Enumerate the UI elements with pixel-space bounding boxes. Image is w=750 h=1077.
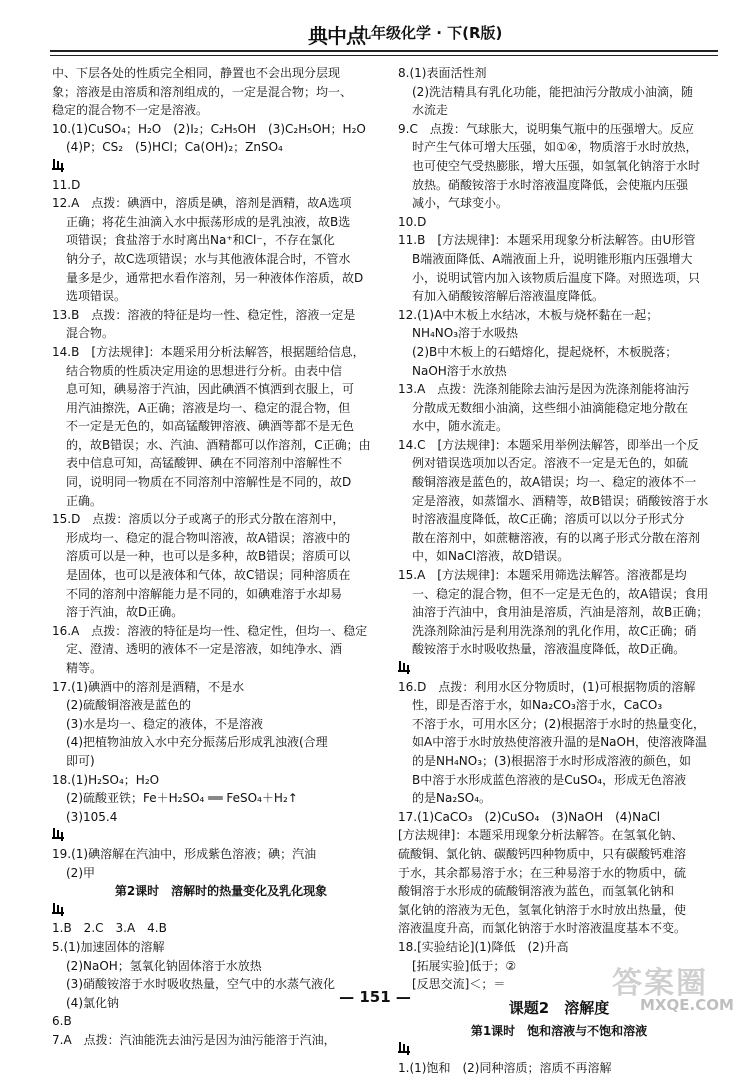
answer-line: 10.D [398,214,427,229]
answer-line: 16.D 点拨：利用水区分物质时，(1)可根据物质的溶解 [398,679,696,694]
answer-line: 散在溶剂中，如蔗糖溶液，有的以离子形式分散在溶剂 [412,530,701,545]
answer-line: 14.B [方法规律]：本题采用分析法解答，根据题给信息， [52,344,365,359]
answer-line: 项错误；食盐溶于水时离出Na⁺和Cl⁻，不存在氯化 [66,233,335,248]
answer-line: 的是NH₄NO₃；(3)根据溶于水时形成溶液的颜色，如 [412,753,692,768]
answer-line: B端液面降低、A端液面上升，说明锥形瓶内压强增大 [412,251,693,266]
answer-line: 6.B [52,1014,72,1029]
answer-line: 水中，随水流走。 [412,419,509,434]
answer-line: 息可知，碘易溶于汽油，因此碘酒不慎洒到衣服上，可 [66,382,355,397]
answer-line: 9.C 点拨：气球胀大，说明集气瓶中的压强增大。反应 [398,121,694,136]
answer-line: 洗涤剂除油污是利用洗涤剂的乳化作用，故C正确；硝 [412,623,697,638]
watermark-logo: 答案圈 [612,966,708,1001]
answer-line: 15.D 点拨：溶质以分子或离子的形式分散在溶剂中， [52,512,345,527]
answer-line: 是固体，也可以是液体和气体，故C错误；同种溶质在 [66,568,351,583]
answer-line: 一、稳定的混合物，但不一定是无色的，故A错误；食用 [412,586,709,601]
answer-line: 不溶于水，可用水区分；(2)根据溶于水时的热量变化， [412,716,706,731]
answer-line: 酸铜溶液是蓝色的，故A错误；均一、稳定的液体不一 [412,475,697,490]
answer-line: 象；溶液是由溶质和溶剂组成的，一定是混合物；均一、 [52,84,353,99]
page-header [0,0,750,52]
answer-line: 10.(1)CuSO₄；H₂O (2)I₂；C₂H₅OH (3)C₂H₅OH；H₂O [52,121,366,136]
answer-line: (2)NaOH；氢氧化钠固体溶于水放热 [66,958,262,973]
level-bars-icon [52,902,64,914]
answer-line: 中、下层各处的性质完全相同，静置也不会出现分层现 [52,66,341,80]
level-bars-icon [52,827,64,839]
header-rule-thin [50,55,718,56]
section-level-icon [52,901,390,920]
answer-line: 分散成无数细小油滴，这些细小油滴能稳定地分散在 [412,400,689,415]
answer-line: 有加入硝酸铵溶解后溶液温度降低。 [412,289,605,304]
answer-line: 表中信息可知，高锰酸钾、碘在不同溶剂中溶解性不 [66,456,343,471]
answer-line: (2)硫酸铜溶液是蓝色的 [66,698,191,713]
right-column [398,64,720,1077]
answer-line: 溶质可以是一种，也可以是多种，故B错误；溶质可以 [66,549,351,564]
answer-line: (2)硫酸亚铁；Fe＋H₂SO₄ ══ FeSO₄＋H₂↑ [66,791,298,806]
left-column [52,64,390,1049]
answer-line: [拓展实验]低于；② [412,958,517,973]
answer-line: 12.A 点拨：碘酒中，溶质是碘，溶剂是酒精，故A选项 [52,196,352,211]
answer-line: 形成均一、稳定的混合物叫溶液，故A错误；溶液中的 [66,530,351,545]
watermark-url: MXQE.COM [640,996,734,1014]
answer-line: 于水，其余都易溶于水；在三种易溶于水的物质中，硫 [398,865,687,880]
answer-line: 同，说明同一物质在不同溶剂中溶解性是不同的，故D [66,475,352,490]
answer-line: 即可) [66,753,95,768]
answer-line: 钠分子，故C选项错误；水与其他液体混合时，不管水 [66,251,351,266]
answer-line: 1.B 2.C 3.A 4.B [52,921,167,936]
answer-line: 溶于汽油，故D正确。 [66,605,184,620]
answer-line: 12.(1)A中木板上水结冰，木板与烧杯黏在一起； [398,307,659,322]
answer-line: 7.A 点拨：汽油能洗去油污是因为油污能溶于汽油， [52,1032,336,1047]
answer-line: 定、澄清、透明的液体不一定是溶液，如纯净水、酒 [66,642,343,657]
answer-line: 溶液温度升高，而氯化钠溶于水时溶液温度基本不变。 [398,921,687,936]
section-level-icon [52,826,390,845]
answer-line: 19.(1)碘溶解在汽油中，形成紫色溶液；碘；汽油 [52,846,317,861]
answer-line: 15.A [方法规律]：本题采用筛选法解答。溶液都是均 [398,568,687,583]
answer-line: 氯化钠的溶液为无色，氢氧化钠溶于水时放出热量，使 [398,902,687,917]
level-bars-icon [398,660,410,672]
answer-line: (2)甲 [66,865,95,880]
answer-line: 如A中溶于水时放热使溶液升温的是NaOH，使溶液降温 [412,735,708,750]
section-level-icon [52,157,390,176]
answer-line: 正确。 [66,493,103,508]
answer-line: 用汽油擦洗，A正确；溶液是均一、稳定的混合物，但 [66,400,351,415]
answer-line: 不同的溶剂中溶解能力是不同的，如碘难溶于水却易 [66,586,343,601]
answer-line: 的是Na₂SO₄。 [412,791,492,806]
answer-line: 酸铵溶于水时吸收热量，溶液温度降低，故D正确。 [412,642,686,657]
answer-line: B中溶于水形成蓝色溶液的是CuSO₄，形成无色溶液 [412,772,687,787]
answer-line: 1.(1)饱和 (2)同种溶质；溶质不再溶解 [398,1060,612,1075]
answer-line: 5.(1)加速固体的溶解 [52,939,165,954]
answer-line: 性，即是否溶于水，如Na₂CO₃溶于水，CaCO₃ [412,698,663,713]
answer-line: 时溶液温度降低，故C正确；溶质可以以分子形式分 [412,512,685,527]
answer-line: 时产生气体可增大压强，如①④，物质溶于水时放热， [412,140,698,155]
answer-line: 17.(1)碘酒中的溶剂是酒精，不是水 [52,679,245,694]
answer-line: 减小，气球变小。 [412,196,509,211]
answer-line: 18.(1)H₂SO₄；H₂O [52,772,160,787]
answer-line: NH₄NO₃溶于水吸热 [412,326,519,341]
answer-line: 8.(1)表面活性剂 [398,66,487,80]
answer-line: (4)氯化钠 [66,995,119,1010]
answer-line: 不一定是无色的，如高锰酸钾溶液、碘酒等都不是无色 [66,419,355,434]
level-bars-icon [52,158,64,170]
answer-line: 14.C [方法规律]：本题采用举例法解答，即举出一个反 [398,437,699,452]
answer-line: (3)水是均一、稳定的液体，不是溶液 [66,716,263,731]
answer-line: 也可使空气受热膨胀，增大压强，如氢氧化钠溶于水时 [412,158,701,173]
answer-line: 油溶于汽油中，食用油是溶质，汽油是溶剂，故B正确； [412,605,709,620]
answer-line: [方法规律]：本题采用现象分析法解答。在氢氧化钠、 [398,828,684,843]
answer-line: [反思交流]＜；＝ [412,977,506,992]
answer-line: 结合物质的性质决定用途的思想进行分析。由表中信 [66,363,343,378]
answer-line: 定是溶液，如蒸馏水、酒精等，故B错误；硝酸铵溶于水 [412,493,709,508]
answer-line: 17.(1)CaCO₃ (2)CuSO₄ (3)NaOH (4)NaCl [398,809,661,824]
answer-line: 16.A 点拨：溶液的特征是均一性、稳定性，但均一、稳定 [52,623,368,638]
answer-line: (4)P；CS₂ (5)HCl；Ca(OH)₂；ZnSO₄ [66,140,283,155]
answer-line: NaOH溶于水放热 [412,363,507,378]
section-level-icon [398,1040,720,1059]
answer-line: (3)硝酸铵溶于水时吸收热量，空气中的水蒸气液化 [66,977,335,992]
answer-line: 13.B 点拨：溶液的特征是均一性、稳定性，溶液一定是 [52,307,356,322]
answer-line: 稳定的混合物不一定是溶液。 [52,103,209,118]
answer-line: 13.A 点拨：洗涤剂能除去油污是因为洗涤剂能将油污 [398,382,690,397]
topic-title: 课题2 溶解度 [508,998,610,1017]
answer-line: 例对错误选项加以否定。溶液不一定是无色的，如硫 [412,456,689,471]
answer-line: 水流走 [412,103,449,118]
answer-line: 18.[实验结论](1)降低 (2)升高 [398,939,569,954]
book-title: 九年级化学 · 下(R版) [356,24,503,42]
answer-line: 小，说明试管内加入该物质后温度下降。对照选项，只 [412,270,701,285]
answer-line: 选项错误。 [66,289,127,304]
answer-line: 酸铜溶于水形成的硫酸铜溶液为蓝色，而氢氧化钠和 [398,884,675,899]
header-rule [50,50,718,52]
answer-line: 11.B [方法规律]：本题采用现象分析法解答。由U形管 [398,233,696,248]
page-number: — 151 — [339,988,411,1006]
answer-line: 11.D [52,177,81,192]
section-level-icon [398,659,720,678]
answer-line: (2)洗洁精具有乳化功能，能把油污分散成小油滴，随 [412,84,694,99]
answer-line: 放热。硝酸铵溶于水时溶液温度降低，会使瓶内压强 [412,177,689,192]
answer-line: 混合物。 [66,326,115,341]
answer-line: 正确；将花生油滴入水中振荡形成的是乳浊液，故B选 [66,214,351,229]
answer-line: 硫酸铜、氯化钠、碳酸钙四种物质中，只有碳酸钙难溶 [398,846,687,861]
lesson-heading: 第1课时 饱和溶液与不饱和溶液 [470,1023,648,1038]
answer-line: (3)105.4 [66,809,118,824]
answer-line: 中，如NaCl溶液，故D错误。 [412,549,570,564]
answer-line: 的，故B错误；水、汽油、酒精都可以作溶剂，C正确；由 [66,437,371,452]
level-bars-icon [398,1041,410,1053]
answer-line: (4)把植物油放入水中充分振荡后形成乳浊液(合理 [66,735,328,750]
answer-line: 量多是少，通常把水看作溶剂，另一种液体作溶质，故D [66,270,364,285]
lesson-heading: 第2课时 溶解时的热量变化及乳化现象 [114,884,328,899]
answer-line: (2)B中木板上的石蜡熔化，提起烧杯，木板脱落； [412,344,678,359]
answer-line: 精等。 [66,661,103,675]
brand-logo: 典中点 [308,24,365,48]
